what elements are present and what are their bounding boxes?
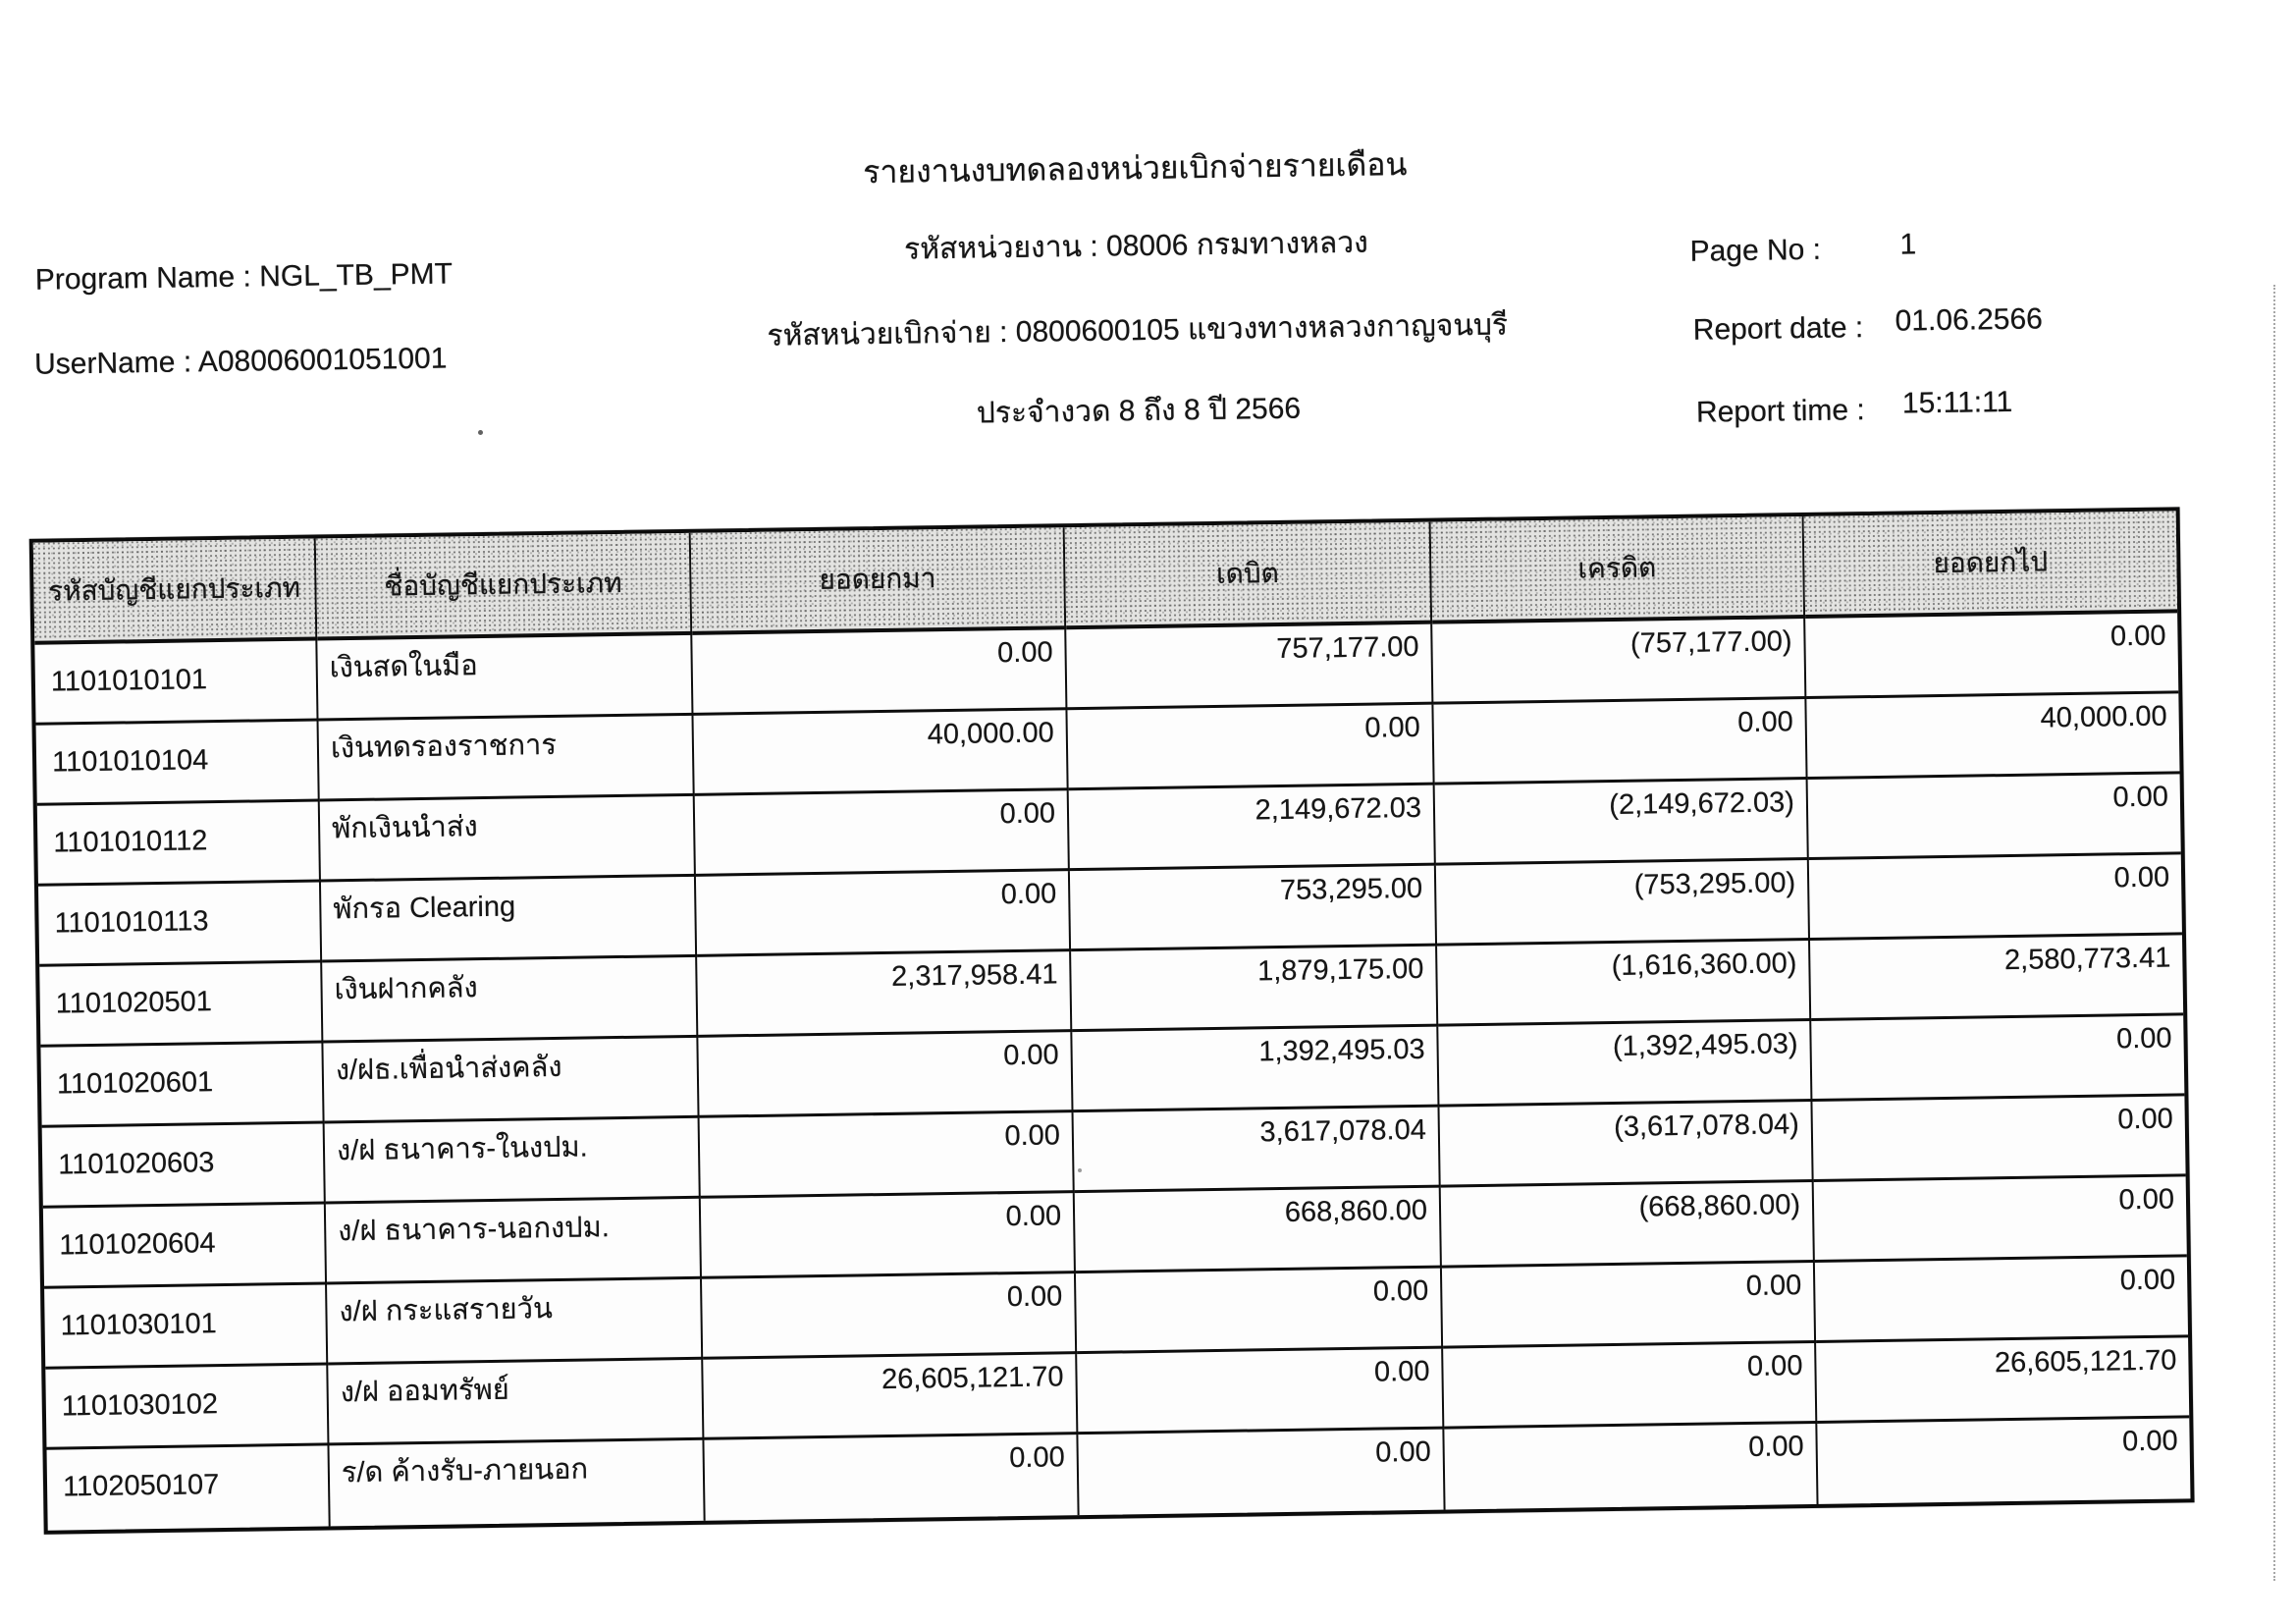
col-header-account-name: ชื่อบัญชีแยกประเภท <box>316 533 693 641</box>
cell-credit: (753,295.00) <box>1436 860 1810 947</box>
cell-debit: 0.00 <box>1078 1430 1445 1516</box>
cell-closing-balance: 0.00 <box>2121 1425 2178 1458</box>
cell-account-name: เงินสดในมือ <box>317 635 693 722</box>
cell-account-name: พักรอ Clearing <box>321 877 697 963</box>
cell-credit: (1,392,495.03) <box>1438 1021 1812 1108</box>
cell-debit: 1,879,175.00 <box>1071 947 1438 1033</box>
cell-closing-balance: 0.00 <box>1811 1015 2184 1102</box>
cell-credit: 0.00 <box>1443 1343 1817 1430</box>
cell-debit: 0.00 <box>1067 705 1434 791</box>
col-header-closing-balance: ยอดยกไป <box>1804 511 2178 619</box>
cell-account-code: 1101030101 <box>44 1284 328 1369</box>
cell-account-name: เงินฝากคลัง <box>322 957 698 1044</box>
cell-closing-balance: 0.00 <box>1812 1096 2185 1182</box>
disbursement-unit-line: รหัสหน่วยเบิกจ่าย : 0800600105 แขวงทางหลวงกาญจนบุรี <box>767 308 1509 352</box>
cell-account-code: 1101020604 <box>43 1204 327 1288</box>
cell-debit: 2,149,672.03 <box>1069 785 1436 872</box>
cell-opening-balance: 0.00 <box>696 871 1071 957</box>
cell-account-name: เงินทดรองราชการ <box>319 716 695 802</box>
cell-closing-balance: 0.00 <box>1809 854 2182 941</box>
cell-account-name: ง/ฝ กระแสรายวัน <box>327 1279 703 1366</box>
col-header-opening-balance: ยอดยกมา <box>691 527 1067 635</box>
report-date-label: Report date : <box>1692 311 1864 347</box>
cell-account-code: 1101030102 <box>45 1365 329 1449</box>
cell-account-name: ง/ฝ ออมทรัพย์ <box>328 1360 704 1446</box>
agency-code-line: รหัสหน่วยงาน : 08006 กรมทางหลวง <box>903 226 1368 266</box>
cell-opening-balance: 0.00 <box>702 1273 1077 1360</box>
cell-debit: 0.00 <box>1077 1349 1444 1435</box>
cell-closing-balance: 26,605,121.70 <box>1816 1337 2189 1424</box>
scan-artifact-dot <box>478 430 483 435</box>
cell-credit: (3,617,078.04) <box>1439 1102 1813 1188</box>
cell-opening-balance: 0.00 <box>701 1193 1076 1279</box>
scan-artifact-dot <box>1078 1168 1082 1172</box>
cell-credit: 0.00 <box>1444 1424 1818 1510</box>
cell-credit: (668,860.00) <box>1441 1182 1815 1269</box>
cell-closing-balance: 0.00 <box>1814 1176 2187 1263</box>
cell-credit: (1,616,360.00) <box>1437 941 1811 1027</box>
col-header-debit: เดบิต <box>1065 522 1433 630</box>
col-header-credit: เครดิต <box>1431 516 1806 624</box>
cell-closing-balance: 0.00 <box>1805 613 2178 699</box>
trial-balance-table <box>29 507 2195 1534</box>
cell-account-name: ง/ฝธ.เพื่อนำส่งคลัง <box>323 1038 699 1124</box>
trial-balance-table-wrap <box>29 507 2195 1534</box>
cell-opening-balance: 26,605,121.70 <box>703 1354 1078 1440</box>
program-name-value: NGL_TB_PMT <box>258 257 454 294</box>
cell-account-code: 1101010113 <box>38 882 322 966</box>
period-line: ประจำงวด 8 ถึง 8 ปี 2566 <box>976 392 1302 430</box>
cell-opening-balance: 0.00 <box>704 1435 1079 1521</box>
page-no-label: Page No : <box>1689 233 1822 268</box>
program-name-line <box>35 255 454 298</box>
cell-account-name: ง/ฝ ธนาคาร-นอกงปม. <box>326 1199 702 1285</box>
cell-opening-balance: 0.00 <box>695 790 1070 877</box>
cell-closing-balance: 0.00 <box>1808 774 2181 860</box>
cell-opening-balance: 0.00 <box>698 1032 1073 1118</box>
col-header-account-code: รหัสบัญชีแยกประเภท <box>33 539 318 645</box>
cell-account-name: ง/ฝ ธนาคาร-ในงปม. <box>325 1118 701 1205</box>
cell-account-code: 1101020501 <box>39 962 323 1047</box>
report-time-value: 15:11:11 <box>1901 385 2013 420</box>
cell-credit: 0.00 <box>1433 699 1807 785</box>
cell-opening-balance: 40,000.00 <box>693 710 1068 796</box>
cell-account-code: 1101020601 <box>40 1043 324 1127</box>
cell-account-code: 1101010112 <box>37 802 321 887</box>
page-no-value: 1 <box>1899 228 1917 261</box>
cell-closing-balance: 40,000.00 <box>1806 693 2179 780</box>
cell-opening-balance: 2,317,958.41 <box>697 951 1072 1038</box>
cell-opening-balance: 0.00 <box>692 629 1067 716</box>
cell-debit: 753,295.00 <box>1070 866 1437 952</box>
report-date-value: 01.06.2566 <box>1895 302 2044 338</box>
cell-account-name: พักเงินนำส่ง <box>320 796 696 883</box>
cell-closing-balance: 0.00 <box>1815 1257 2188 1343</box>
cell-account-code: 1101010104 <box>36 722 320 806</box>
user-name-line <box>34 341 448 384</box>
cell-account-name: ร/ด ค้างรับ-ภายนอก <box>329 1440 705 1527</box>
cell-opening-balance: 0.00 <box>700 1112 1075 1199</box>
cell-debit: 757,177.00 <box>1066 624 1433 711</box>
program-name-label: Program Name : <box>34 260 252 297</box>
cell-account-code: 1101010101 <box>34 641 318 726</box>
report-time-label: Report time : <box>1695 394 1865 429</box>
paper-edge-line <box>2273 285 2275 1581</box>
report-title: รายงานงบทดลองหน่วยเบิกจ่ายรายเดือน <box>862 146 1408 190</box>
cell-credit: (757,177.00) <box>1432 619 1806 705</box>
cell-debit: 3,617,078.04 <box>1074 1108 1441 1194</box>
cell-credit: (2,149,672.03) <box>1435 780 1809 866</box>
cell-credit: 0.00 <box>1442 1263 1816 1349</box>
cell-debit: 1,392,495.03 <box>1072 1027 1439 1113</box>
cell-closing-balance: 2,580,773.41 <box>1810 935 2183 1021</box>
cell-debit: 0.00 <box>1076 1269 1443 1355</box>
cell-debit: 668,860.00 <box>1075 1188 1442 1274</box>
user-name-value: A08006001051001 <box>197 342 448 379</box>
cell-account-code: 1102050107 <box>47 1445 331 1530</box>
user-name-label: UserName : <box>33 346 192 381</box>
cell-account-code: 1101020603 <box>42 1123 326 1208</box>
